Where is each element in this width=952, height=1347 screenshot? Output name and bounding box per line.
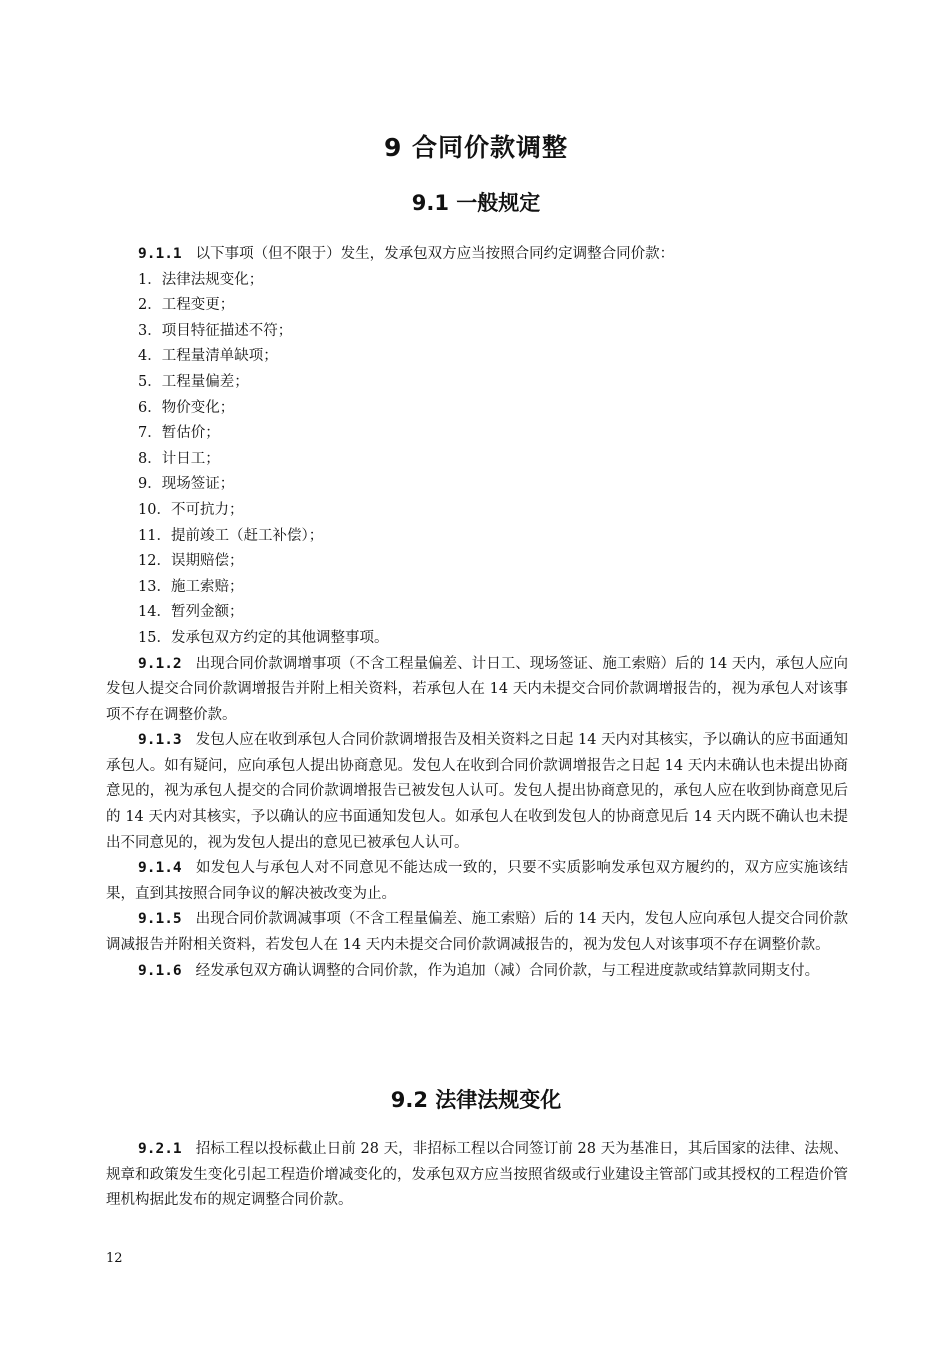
clause-text: 出现合同价款调增事项（不含工程量偏差、计日工、现场签证、施工索赔）后的 14 天内，承包人应向发包人提交合同价款调增报告并附上相关资料，若承包人在 14 天内未提交合同价款调增报告的，视为承包人对该事项不存在调整价款。	[106, 655, 848, 723]
clause-9-1-3	[106, 728, 848, 856]
clause-9-1-6	[106, 959, 848, 985]
list-item: 1．法律法规变化；	[138, 271, 264, 288]
clause-9-2-1	[106, 1137, 848, 1214]
list-item: 14．暂列金额；	[138, 604, 244, 621]
list-item: 13．施工索赔；	[138, 578, 244, 595]
list-item: 9．现场签证；	[138, 476, 235, 493]
clause-9-1-1	[106, 242, 848, 268]
section-9-1-body	[106, 242, 848, 984]
clause-number: 9.2.1	[138, 1141, 182, 1157]
list-item: 2．工程变更；	[138, 297, 235, 314]
page-number: 12	[106, 1251, 123, 1266]
section-9-2-body	[106, 1137, 848, 1214]
list-item: 8．计日工；	[138, 450, 220, 467]
chapter-title: 9 合同价款调整	[383, 133, 569, 162]
clause-text: 发包人应在收到承包人合同价款调增报告及相关资料之日起 14 天内对其核实，予以确认的应书面通知承包人。如有疑问，应向承包人提出协商意见。发包人在收到合同价款调增报告之日起 14 天内未确认也未提出协商意见的，视为承包人提交的合同价款调增报告已被发包人认可。发包人提出协商意见的，承包人应在收到协商意见后的 14 天内对其核实，予以确认的应书面通知发包人。如承包人在收到发包人的协商意见后 14 天内既不确认也未提出不同意见的，视为发包人提出的意见已被承包人认可。	[106, 732, 848, 851]
clause-text: 经发承包双方确认调整的合同价款，作为追加（减）合同价款，与工程进度款或结算款同期支付。	[195, 962, 820, 979]
list-item: 7．暂估价；	[138, 425, 220, 442]
clause-text: 出现合同价款调减事项（不含工程量偏差、施工索赔）后的 14 天内，发包人应向承包人提交合同价款调减报告并附相关资料，若发包人在 14 天内未提交合同价款调减报告的，视为发包人对该事项不存在调整价款。	[106, 911, 848, 954]
list-item: 12．误期赔偿；	[138, 553, 244, 570]
list-item: 4．工程量清单缺项；	[138, 348, 278, 365]
clause-9-1-4	[106, 856, 848, 907]
list-item: 3．项目特征描述不符；	[138, 322, 293, 339]
list-item: 5．工程量偏差；	[138, 373, 249, 390]
section-title-9-2: 9.2 法律法规变化	[390, 1088, 562, 1112]
section-title-9-1: 9.1 一般规定	[411, 191, 541, 215]
clause-text: 招标工程以投标截止日前 28 天，非招标工程以合同签订前 28 天为基准日，其后国家的法律、法规、规章和政策发生变化引起工程造价增减变化的，发承包双方应当按照省级或行业建设主管部门或其授权的工程造价管理机构据此发布的规定调整合同价款。	[106, 1141, 848, 1209]
list-item: 15．发承包双方约定的其他调整事项。	[138, 629, 389, 646]
list-item: 11．提前竣工（赶工补偿）；	[138, 527, 324, 544]
clause-text: 如发包人与承包人对不同意见不能达成一致的，只要不实质影响发承包双方履约的，双方应实施该结果，直到其按照合同争议的解决被改变为止。	[106, 860, 848, 902]
clause-9-1-2	[106, 652, 848, 729]
clause-text: 以下事项（但不限于）发生，发承包双方应当按照合同约定调整合同价款：	[195, 246, 675, 262]
clause-number: 9.1.5	[138, 911, 182, 928]
list-item: 10．不可抗力；	[138, 501, 244, 518]
clause-number: 9.1.3	[138, 732, 182, 749]
clause-number: 9.1.2	[138, 655, 182, 672]
clause-number: 9.1.6	[138, 962, 182, 979]
list-item: 6．物价变化；	[138, 399, 235, 416]
clause-number: 9.1.4	[138, 860, 182, 877]
clause-9-1-5	[106, 907, 848, 958]
clause-number: 9.1.1	[138, 246, 182, 262]
